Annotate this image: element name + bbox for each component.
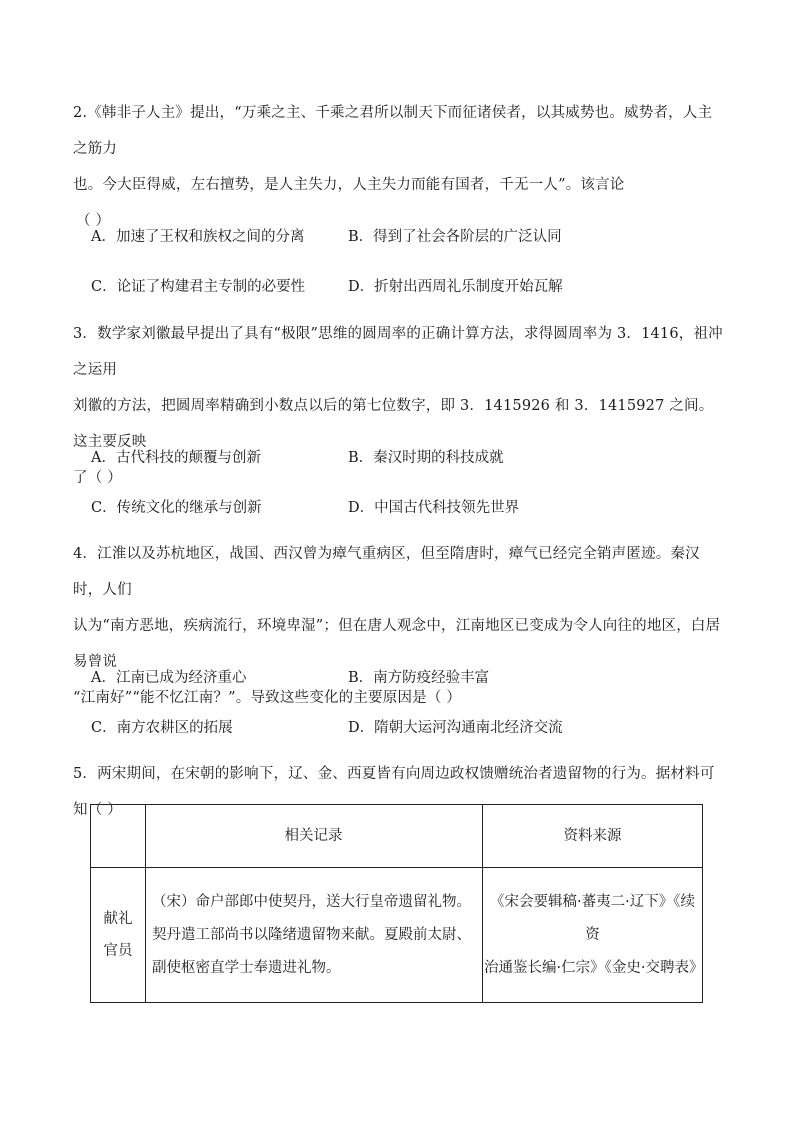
option-c[interactable]: C．传统文化的继承与创新 xyxy=(91,500,262,516)
table-header-sources: 资料来源 xyxy=(483,805,703,868)
source-line: 治通鉴长编·仁宗》《金史·交聘表》 xyxy=(484,959,704,976)
option-b[interactable]: B．得到了社会各阶层的广泛认同 xyxy=(348,229,562,245)
option-c[interactable]: C．南方农耕区的拓展 xyxy=(91,720,233,736)
question-4-line-2: 认为“南方恶地，疾病流行，环境卑湿”；但在唐人观念中，江南地区已变成为令人向往的地区，白居易曾说 xyxy=(73,618,721,670)
option-c[interactable]: C．论证了构建君主专制的必要性 xyxy=(91,279,306,295)
question-3-options xyxy=(91,446,731,546)
option-row xyxy=(91,446,731,496)
question-4-line-1: 4．江淮以及苏杭地区，战国、西汉曾为瘴气重病区，但至隋唐时，瘴气已经完全销声匿迹。秦汉时，人们 xyxy=(73,546,700,598)
source-line: 《宋会要辑稿·蕃夷二·辽下》《续资 xyxy=(490,893,695,943)
question-2-line-2: 也。今大臣得威，左右擅势，是人主失力，人主失力而能有国者，千无一人”。该言论 xyxy=(73,177,625,193)
table-header-records: 相关记录 xyxy=(146,805,483,868)
table-cell-records xyxy=(146,868,483,1003)
option-a[interactable]: A．古代科技的颠覆与创新 xyxy=(91,450,261,466)
question-4-options xyxy=(91,666,731,766)
option-a[interactable]: A．加速了王权和族权之间的分离 xyxy=(91,229,305,245)
row-label-line: 官员 xyxy=(103,943,133,959)
table-header-blank xyxy=(91,805,146,868)
record-line: 副使枢密直学士奉遗进礼物。 xyxy=(152,959,341,976)
option-row xyxy=(91,666,731,716)
question-2-line-1: 2.《韩非子人主》提出，“万乘之主、千乘之君所以制天下而征诸侯者，以其威势也。威势者，人主之筋力 xyxy=(73,105,713,157)
table-row xyxy=(91,868,703,1003)
question-2-options xyxy=(91,225,731,325)
record-line: 契丹遣工部尚书以隆绪遗留物来献。夏殿前太尉、 xyxy=(152,926,471,943)
option-a[interactable]: A．江南已成为经济重心 xyxy=(91,670,247,686)
option-b[interactable]: B．秦汉时期的科技成就 xyxy=(348,450,504,466)
option-d[interactable]: D．隋朝大运河沟通南北经济交流 xyxy=(348,720,563,736)
question-5-line-1: 5．两宋期间，在宋朝的影响下，辽、金、西夏皆有向周边政权馈赠统治者遗留物的行为。据材料可知（ ） xyxy=(73,766,715,818)
option-b[interactable]: B．南方防疫经验丰富 xyxy=(348,670,490,686)
question-3-line-2: 刘徽的方法，把圆周率精确到小数点以后的第七位数字，即 3．1415926 和 3．1415927 之间。这主要反映 xyxy=(73,398,714,450)
question-2-line-3: （ ） xyxy=(76,213,111,229)
question-4-line-3: “江南好”“能不忆江南？”。导致这些变化的主要原因是（ ） xyxy=(73,690,462,706)
material-table xyxy=(90,804,703,1003)
option-d[interactable]: D．中国古代科技领先世界 xyxy=(348,500,520,516)
row-label-line: 献礼 xyxy=(103,911,133,927)
question-3-line-1: 3．数学家刘徽最早提出了具有“极限”思维的圆周率的正确计算方法，求得圆周率为 3．1416，祖冲之运用 xyxy=(73,326,723,378)
question-2 xyxy=(73,95,723,239)
record-line: （宋）命户部郎中使契丹，送大行皇帝遗留礼物。 xyxy=(152,893,471,910)
option-d[interactable]: D．折射出西周礼乐制度开始瓦解 xyxy=(348,279,563,295)
table-row-label xyxy=(91,868,146,1003)
table-header-row xyxy=(91,805,703,868)
question-3-line-3: 了（ ） xyxy=(73,470,122,486)
table-cell-sources xyxy=(483,868,703,1003)
option-row xyxy=(91,225,731,275)
